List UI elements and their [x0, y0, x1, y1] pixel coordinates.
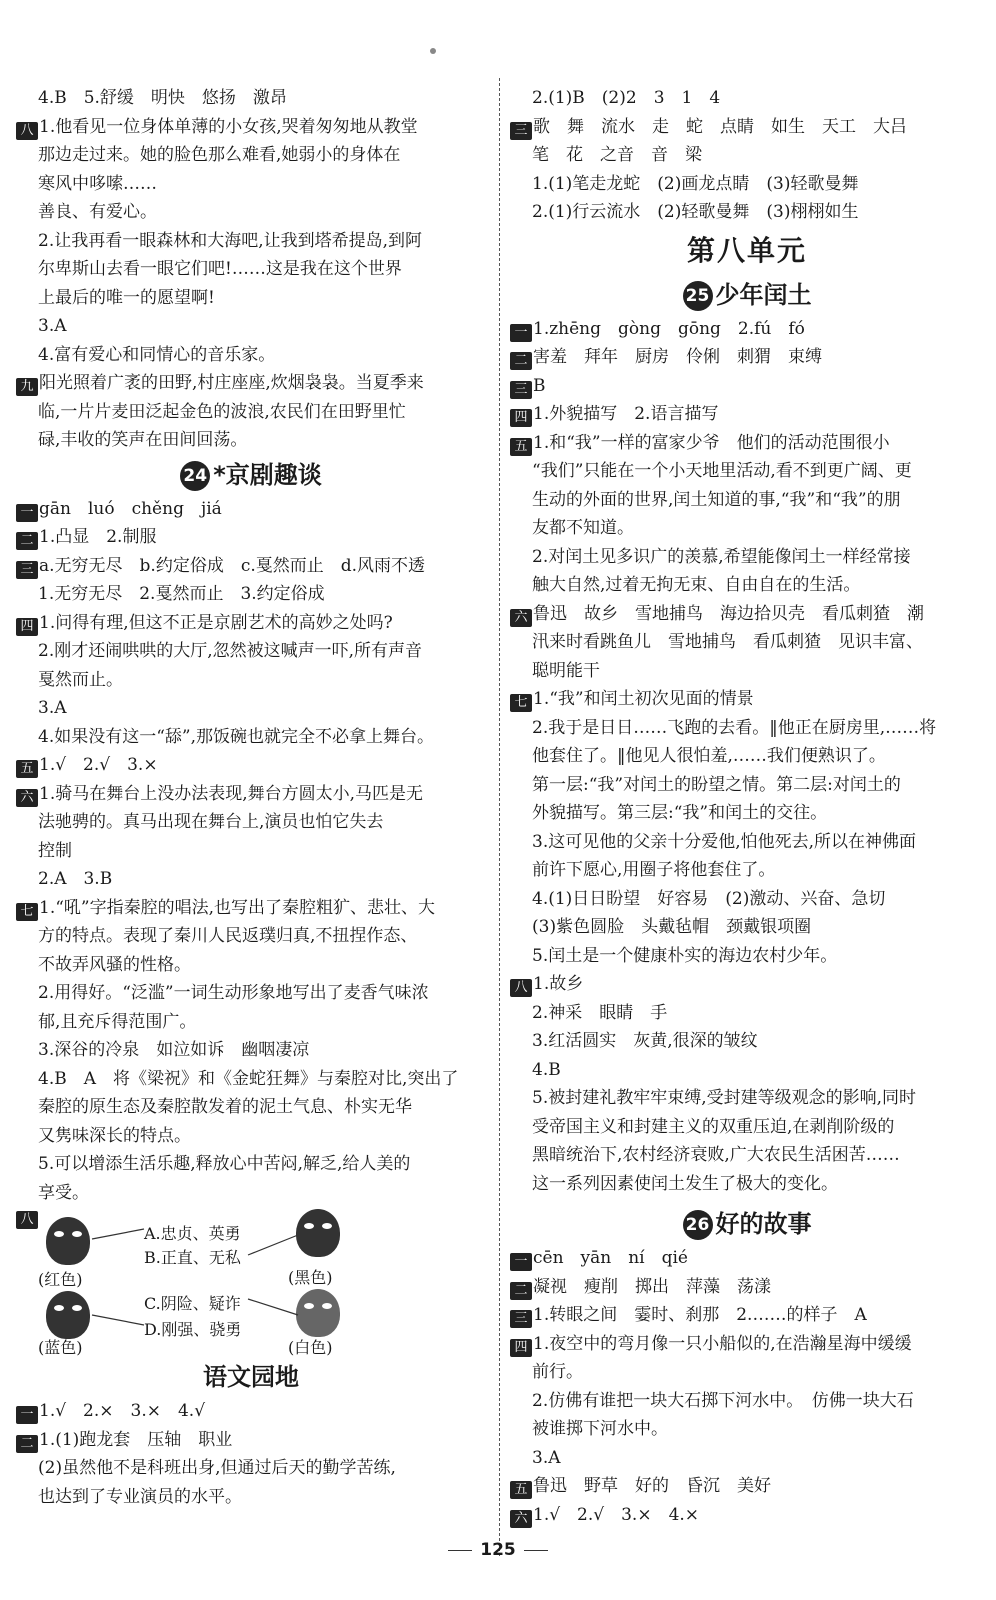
- section-mark: 五: [510, 1481, 532, 1499]
- section-mark: 一: [16, 1406, 38, 1424]
- answer-line: 郁,且充斥得范围广。: [38, 1011, 197, 1032]
- mask-color-label: (红色): [38, 1270, 83, 1289]
- answer-line: 第一层:“我”对闰土的盼望之情。第二层:对闰土的: [532, 774, 901, 795]
- answer-line: 外貌描写。第三层:“我”和闰土的交往。: [532, 803, 828, 823]
- answer-line: 秦腔的原生态及秦腔散发着的泥土气息、朴实无华: [38, 1097, 412, 1117]
- section-mark: 二: [510, 352, 532, 370]
- mask-option: A.忠贞、英勇: [144, 1224, 241, 1243]
- opera-mask-matching: [16, 1207, 486, 1357]
- answer-line: 一 gān luó chěng jiá: [16, 495, 486, 524]
- section-mark: 一: [510, 324, 532, 342]
- answer-line: 4.富有爱心和同情心的音乐家。: [38, 344, 276, 365]
- answer-line: 1.(1)笔走龙蛇 (2)画龙点睛 (3)轻歌曼舞: [532, 173, 859, 194]
- answer-line: 又隽味深长的特点。: [38, 1125, 191, 1146]
- answer-line: 3.深谷的冷泉 如泣如诉 幽咽凄凉: [38, 1040, 310, 1060]
- answer-line: 前行。: [532, 1362, 583, 1382]
- right-column: [510, 84, 984, 1529]
- answer-line: 八 1.故乡: [510, 970, 984, 999]
- answer-line: 聪明能干: [532, 660, 600, 681]
- answer-line: 一 1.zhēng gòng gōng 2.fú fó: [510, 315, 984, 344]
- answer-line: 5.被封建礼教牢牢束缚,受封建等级观念的影响,同时: [532, 1088, 917, 1108]
- section-title: 语文园地: [203, 1363, 299, 1391]
- answer-line: 5.可以增添生活乐趣,释放心中苦闷,解乏,给人美的: [38, 1154, 411, 1174]
- answer-line: 也达到了专业演员的水平。: [38, 1486, 242, 1507]
- lesson-title: 25 少年闰土: [510, 275, 984, 315]
- answer-line: 3.红活圆实 灰黄,很深的皱纹: [532, 1031, 758, 1051]
- answer-line: 汛来时看跳鱼儿 雪地捕鸟 看瓜刺猹 见识丰富、: [532, 632, 923, 652]
- section-mark: 五: [16, 760, 38, 778]
- section-mark: 八: [16, 1211, 38, 1229]
- column-divider: [499, 78, 500, 1556]
- answer-line: (2)虽然他不是科班出身,但通过后天的勤学苦练,: [38, 1458, 396, 1478]
- answer-line: 三 歌 舞 流水 走 蛇 点睛 如生 天工 大吕: [510, 113, 984, 142]
- answer-line: 生动的外面的世界,闰土知道的事,“我”和“我”的朋: [532, 489, 901, 510]
- section-mark: 一: [510, 1253, 532, 1271]
- answer-line: “我们”只能在一个小天地里活动,看不到更广阔、更: [532, 461, 912, 481]
- answer-line: 这一系列因素使闰土发生了极大的变化。: [532, 1173, 838, 1194]
- section-mark: 七: [16, 903, 38, 921]
- answer-line: 七 1.“吼”字指秦腔的唱法,也写出了秦腔粗犷、悲壮、大: [16, 894, 486, 923]
- answer-line: 触大自然,过着无拘无束、自由自在的生活。: [532, 575, 861, 595]
- answer-line: 2.我于是日日……飞跑的去看。‖他正在厨房里,……将: [532, 717, 937, 738]
- answer-line: 四 1.外貌描写 2.语言描写: [510, 400, 984, 429]
- answer-line: 五 1.和“我”一样的富家少爷 他们的活动范围很小: [510, 429, 984, 458]
- section-mark: 二: [16, 1435, 38, 1453]
- answer-line: 临,一片片麦田泛起金色的波浪,农民们在田野里忙: [38, 401, 406, 422]
- section-mark: 二: [510, 1282, 532, 1300]
- section-mark: 二: [16, 532, 38, 550]
- answer-line: 3.A: [38, 316, 67, 336]
- answer-line: 2.用得好。“泛滥”一词生动形象地写出了麦香气味浓: [38, 983, 429, 1003]
- lesson-number: 26: [683, 1210, 713, 1240]
- answer-line: 友都不知道。: [532, 518, 634, 538]
- answer-line: 六 鲁迅 故乡 雪地捕鸟 海边拾贝壳 看瓜刺猹 潮: [510, 600, 984, 629]
- answer-line: 二 害羞 拜年 厨房 伶俐 刺猬 束缚: [510, 343, 984, 372]
- answer-line: 五 鲁迅 野草 好的 昏沉 美好: [510, 1472, 984, 1501]
- answer-line: 2.刚才还闹哄哄的大厅,忽然被这喊声一吓,所有声音: [38, 641, 423, 661]
- section-mark: 三: [510, 1310, 532, 1328]
- matching-lines: [16, 1207, 486, 1357]
- answer-line: 被谁掷下河水中。: [532, 1419, 668, 1439]
- answer-line: 三 a.无穷无尽 b.约定俗成 c.戛然而止 d.风雨不透: [16, 552, 486, 581]
- answer-line: 前许下愿心,用圈子将他套住了。: [532, 860, 776, 880]
- answer-line: 4.B A 将《梁祝》和《金蛇狂舞》与秦腔对比,突出了: [38, 1068, 459, 1089]
- answer-line: 2.对闰土见多识广的羡慕,希望能像闰土一样经常接: [532, 546, 911, 567]
- unit-title: 第八单元: [686, 233, 807, 267]
- answer-line: 三 1.转眼之间 霎时、刹那 2.……的样子 A: [510, 1301, 984, 1330]
- answer-line: 善良、有爱心。: [38, 202, 157, 222]
- answer-line: 3.A: [532, 1447, 561, 1468]
- mask-color-label: (白色): [288, 1338, 333, 1357]
- answer-line: 2.(1)行云流水 (2)轻歌曼舞 (3)栩栩如生: [532, 202, 859, 222]
- lesson-number: 25: [683, 281, 713, 311]
- answer-line: 寒风中哆嗦……: [38, 173, 157, 194]
- lesson-title: 26 好的故事: [510, 1204, 984, 1244]
- answer-line: 4.B: [532, 1059, 561, 1080]
- section-mark: 六: [16, 789, 38, 807]
- answer-line: 4.如果没有这一“舔”,那饭碗也就完全不必拿上舞台。: [38, 726, 435, 747]
- answer-line: 3.A: [38, 698, 67, 718]
- answer-line: 碌,丰收的笑声在田间回荡。: [38, 430, 248, 450]
- section-mark: 五: [510, 438, 532, 456]
- answer-line: 2.让我再看一眼森林和大海吧,让我到塔希提岛,到阿: [38, 230, 423, 251]
- answer-line: 一 1.√ 2.× 3.× 4.√: [16, 1397, 486, 1426]
- answer-line: 二 凝视 瘦削 掷出 萍藻 荡漾: [510, 1273, 984, 1302]
- answer-line: 控制: [38, 840, 72, 861]
- answer-line: 方的特点。表现了秦川人民返璞归真,不扭捏作态、: [38, 926, 418, 946]
- answer-line: (3)紫色圆脸 头戴毡帽 颈戴银项圈: [532, 917, 812, 937]
- answer-line: 5.闰土是一个健康朴实的海边农村少年。: [532, 945, 838, 966]
- mask-color-label: (蓝色): [38, 1338, 83, 1357]
- answer-line: 三 B: [510, 372, 984, 401]
- answer-line: 笔 花 之音 音 梁: [532, 145, 702, 165]
- answer-line: 2.神采 眼睛 手: [532, 1002, 668, 1023]
- mask-color-label: (黑色): [288, 1268, 333, 1287]
- mask-option: D.刚强、骁勇: [144, 1320, 242, 1339]
- section-mark: 三: [510, 381, 532, 399]
- section-mark: 六: [510, 609, 532, 627]
- lesson-title: 24 *京剧趣谈: [16, 455, 486, 495]
- page-number: 125: [0, 1540, 996, 1560]
- section-mark: 三: [510, 122, 532, 140]
- decorative-dot: [430, 48, 436, 54]
- answer-line: 1.无穷无尽 2.戛然而止 3.约定俗成: [38, 584, 325, 604]
- answer-line: 九 阳光照着广袤的田野,村庄座座,炊烟袅袅。当夏季来: [16, 369, 486, 398]
- answer-line: 六 1.√ 2.√ 3.× 4.×: [510, 1501, 984, 1530]
- answer-line: 法驰骋的。真马出现在舞台上,演员也怕它失去: [38, 812, 384, 832]
- answer-line: 4.(1)日日盼望 好容易 (2)激动、兴奋、急切: [532, 888, 886, 909]
- section-mark: 八: [510, 979, 532, 997]
- answer-line: 受帝国主义和封建主义的双重压迫,在剥削阶级的: [532, 1116, 895, 1137]
- section-mark: 四: [16, 618, 38, 636]
- answer-line: 2.(1)B (2)2 3 1 4: [532, 88, 721, 108]
- lesson-number: 24: [180, 461, 210, 491]
- answer-line: 四 1.问得有理,但这不正是京剧艺术的高妙之处吗?: [16, 609, 486, 638]
- answer-line: 二 1.(1)跑龙套 压轴 职业: [16, 1426, 486, 1455]
- answer-line: 尔卑斯山去看一眼它们吧!……这是我在这个世界: [38, 259, 402, 279]
- answer-line: 4.B 5.舒缓 明快 悠扬 激昂: [38, 88, 287, 108]
- answer-line: 他套住了。‖他见人很怕羞,……我们便熟识了。: [532, 746, 886, 766]
- section-mark: 九: [16, 378, 38, 396]
- mask-option: C.阴险、疑诈: [144, 1294, 241, 1313]
- section-mark: 四: [510, 409, 532, 427]
- left-column: [16, 84, 486, 1511]
- section-mark: 一: [16, 504, 38, 522]
- section-mark: 三: [16, 561, 38, 579]
- answer-line: 八 1.他看见一位身体单薄的小女孩,哭着匆匆地从教堂: [16, 113, 486, 142]
- answer-line: 享受。: [38, 1182, 89, 1203]
- answer-line: 上最后的唯一的愿望啊!: [38, 287, 215, 308]
- answer-line: 二 1.凸显 2.制服: [16, 523, 486, 552]
- answer-line: 2.仿佛有谁把一块大石掷下河水中。 仿佛一块大石: [532, 1390, 914, 1411]
- answer-line: 3.这可见他的父亲十分爱他,怕他死去,所以在神佛面: [532, 831, 917, 852]
- answer-line: 戛然而止。: [38, 669, 123, 690]
- section-mark: 七: [510, 694, 532, 712]
- section-mark: 四: [510, 1339, 532, 1357]
- answer-line: 黑暗统治下,农村经济衰败,广大农民生活困苦……: [532, 1145, 900, 1165]
- section-mark: 六: [510, 1510, 532, 1528]
- answer-line: 七 1.“我”和闰土初次见面的情景: [510, 685, 984, 714]
- answer-line: 2.A 3.B: [38, 869, 113, 889]
- section-mark: 八: [16, 122, 38, 140]
- answer-line: 不故弄风骚的性格。: [38, 954, 191, 975]
- answer-line: 五 1.√ 2.√ 3.×: [16, 751, 486, 780]
- answer-line: 六 1.骑马在舞台上没办法表现,舞台方圆太小,马匹是无: [16, 780, 486, 809]
- answer-line: 一 cēn yān ní qié: [510, 1244, 984, 1273]
- mask-option: B.正直、无私: [144, 1248, 241, 1267]
- answer-line: 那边走过来。她的脸色那么难看,她弱小的身体在: [38, 145, 401, 165]
- answer-line: 四 1.夜空中的弯月像一只小船似的,在浩瀚星海中缓缓: [510, 1330, 984, 1359]
